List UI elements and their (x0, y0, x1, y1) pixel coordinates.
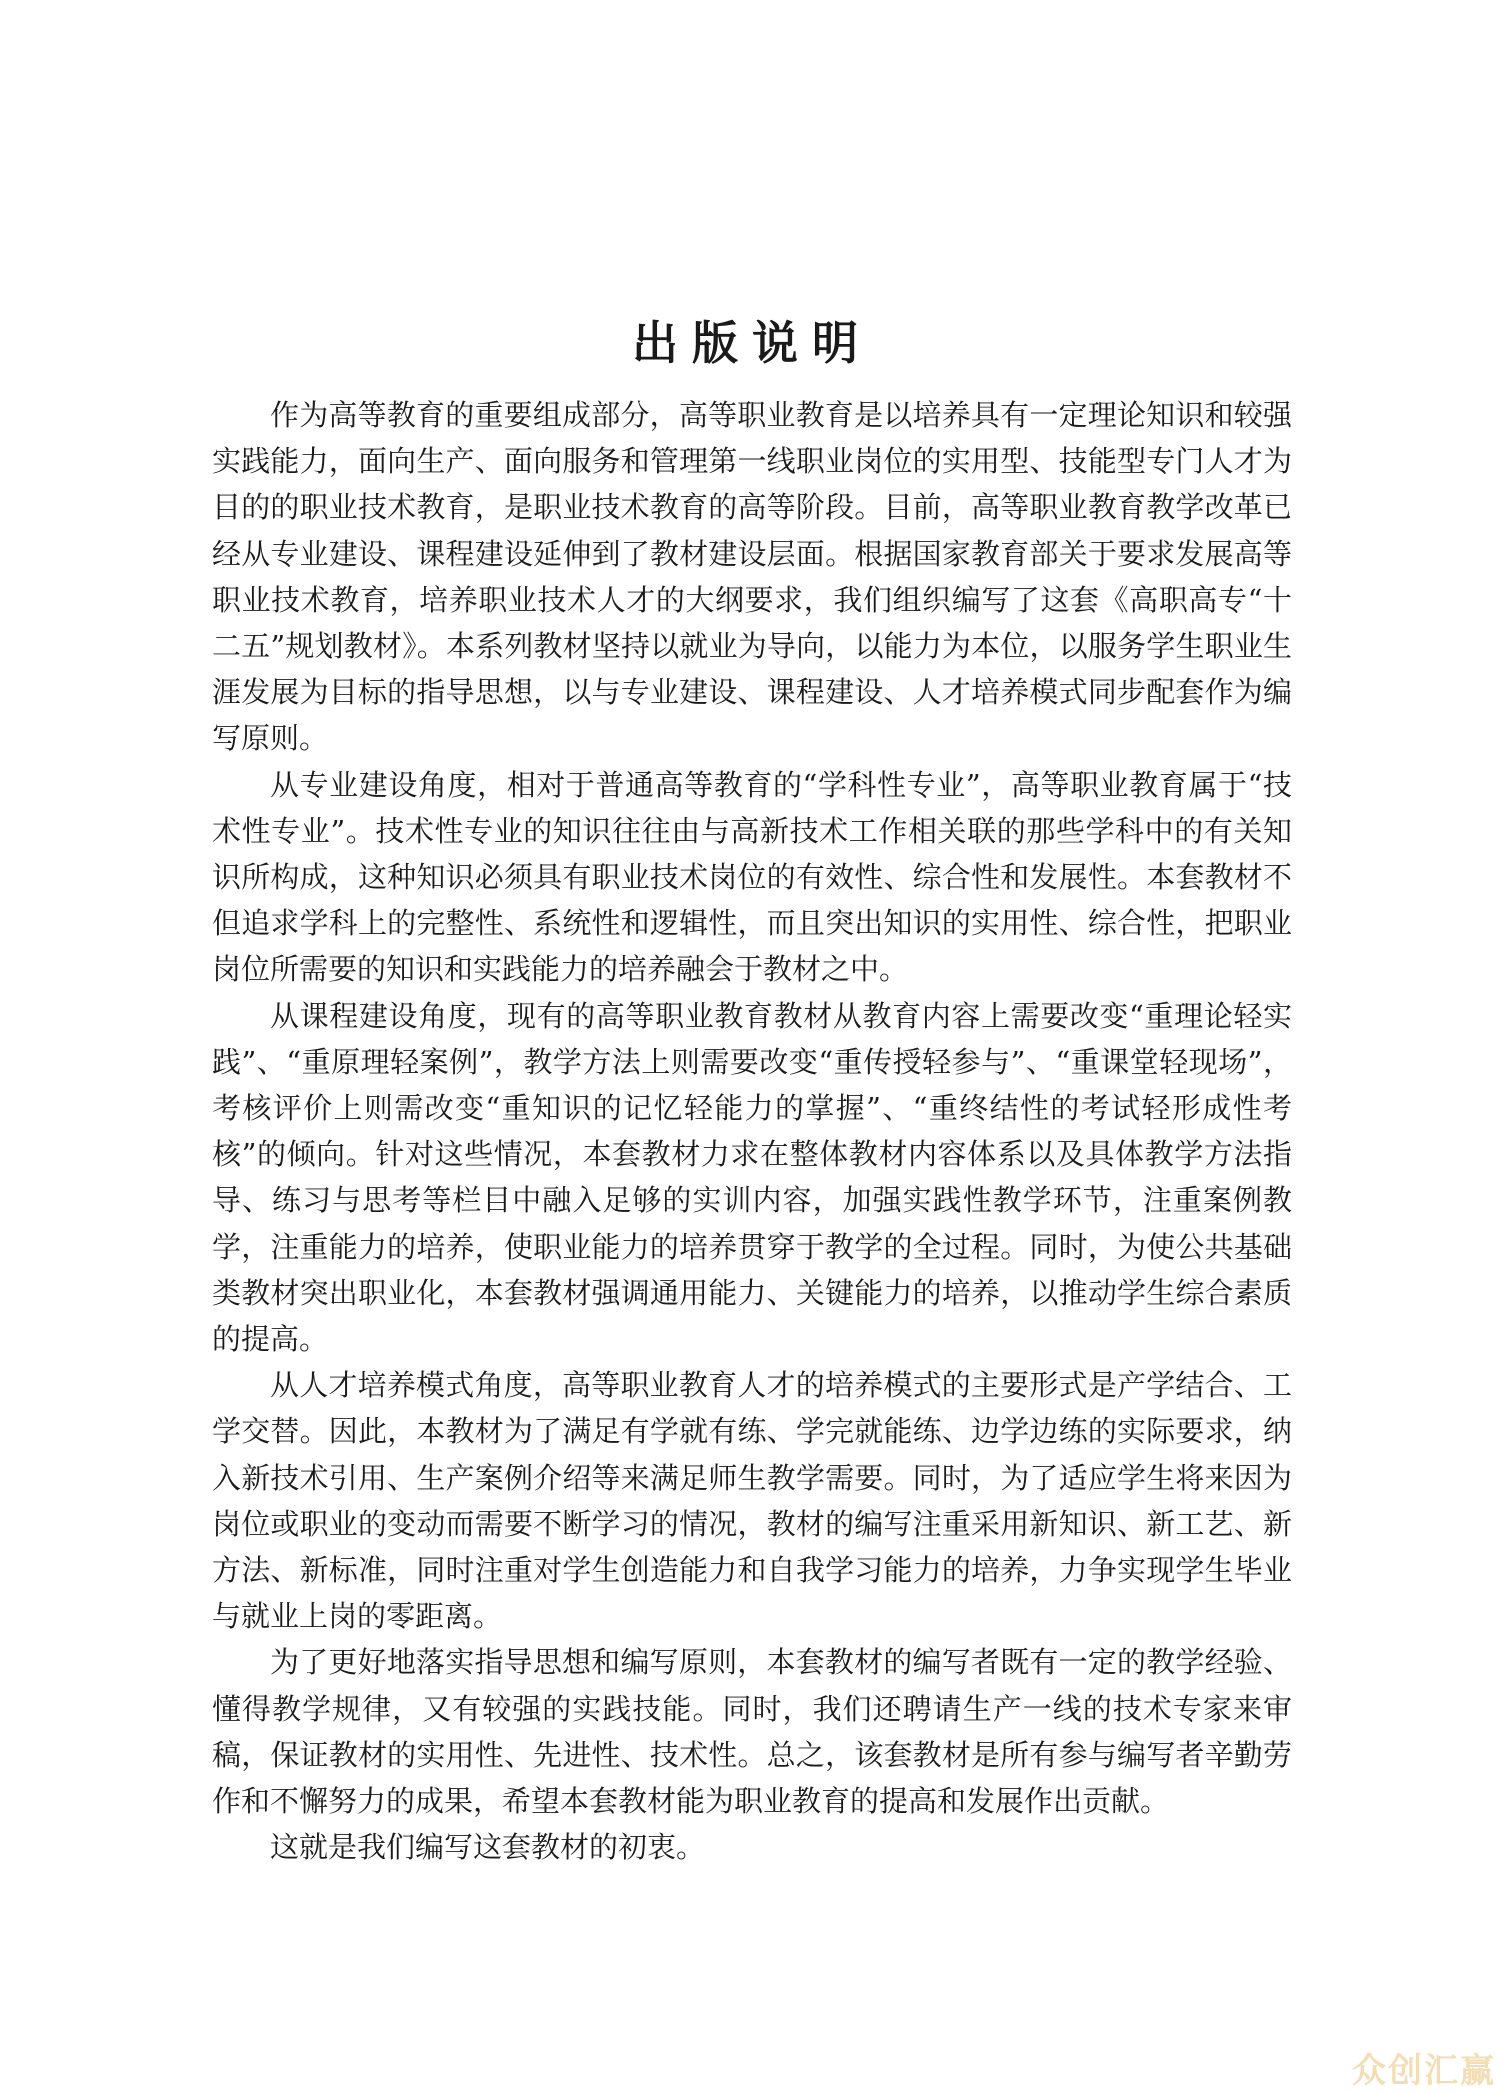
paragraph-6: 这就是我们编写这套教材的初衷。 (270, 1830, 706, 1865)
paragraph-3: 从课程建设角度，现有的高等职业教育教材从教育内容上需要改变“重理论轻实践”、“重原理轻案例”，教学方法上则需要改变“重传授轻参与”、“重课堂轻现场”，考核评价上则需改变“重知识的记忆轻能力的掌握”、“重终结性的考试轻形成性考核”的倾向。针对这些情况，本套教材力求在整体教材内容体系以及具体教学方法指导、练习与思考等栏目中融入足够的实训内容，加强实践性教学环节，注重案例教学，注重能力的培养，使职业能力的培养贯穿于教学的全过程。同时，为使公共基础类教材突出职业化，本套教材强调通用能力、关键能力的培养，以推动学生综合素质的提高。 (212, 998, 1292, 1357)
watermark-logo: 众创汇赢 (1352, 2051, 1496, 2091)
document-body (212, 392, 1292, 1871)
page-title: 出版说明 (632, 315, 872, 370)
paragraph-1: 作为高等教育的重要组成部分，高等职业教育是以培养具有一定理论知识和较强实践能力，面向生产、面向服务和管理第一线职业岗位的实用型、技能型专门人才为目的的职业技术教育，是职业技术教育的高等阶段。目前，高等职业教育教学改革已经从专业建设、课程建设延伸到了教材建设层面。根据国家教育部关于要求发展高等职业技术教育，培养职业技术人才的大纲要求，我们组织编写了这套《高职高专“十二五”规划教材》。本系列教材坚持以就业为导向，以能力为本位，以服务学生职业生涯发展为目标的指导思想，以与专业建设、课程建设、人才培养模式同步配套作为编写原则。 (212, 398, 1292, 756)
paragraph-4: 从人才培养模式角度，高等职业教育人才的培养模式的主要形式是产学结合、工学交替。因此，本教材为了满足有学就有练、学完就能练、边学边练的实际要求，纳入新技术引用、生产案例介绍等来满足师生教学需要。同时，为了适应学生将来因为岗位或职业的变动而需要不断学习的情况，教材的编写注重采用新知识、新工艺、新方法、新标准，同时注重对学生创造能力和自我学习能力的培养，力争实现学生毕业与就业上岗的零距离。 (212, 1368, 1292, 1634)
paragraph-5: 为了更好地落实指导思想和编写原则，本套教材的编写者既有一定的教学经验、懂得教学规律，又有较强的实践技能。同时，我们还聘请生产一线的技术专家来审稿，保证教材的实用性、先进性、技术性。总之，该套教材是所有参与编写者辛勤劳作和不懈努力的成果，希望本套教材能为职业教育的提高和发展作出贡献。 (212, 1645, 1292, 1819)
paragraph-2: 从专业建设角度，相对于普通高等教育的“学科性专业”，高等职业教育属于“技术性专业”。技术性专业的知识往往由与高新技术工作相关联的那些学科中的有关知识所构成，这种知识必须具有职业技术岗位的有效性、综合性和发展性。本套教材不但追求学科上的完整性、系统性和逻辑性，而且突出知识的实用性、综合性，把职业岗位所需要的知识和实践能力的培养融会于教材之中。 (212, 767, 1292, 987)
